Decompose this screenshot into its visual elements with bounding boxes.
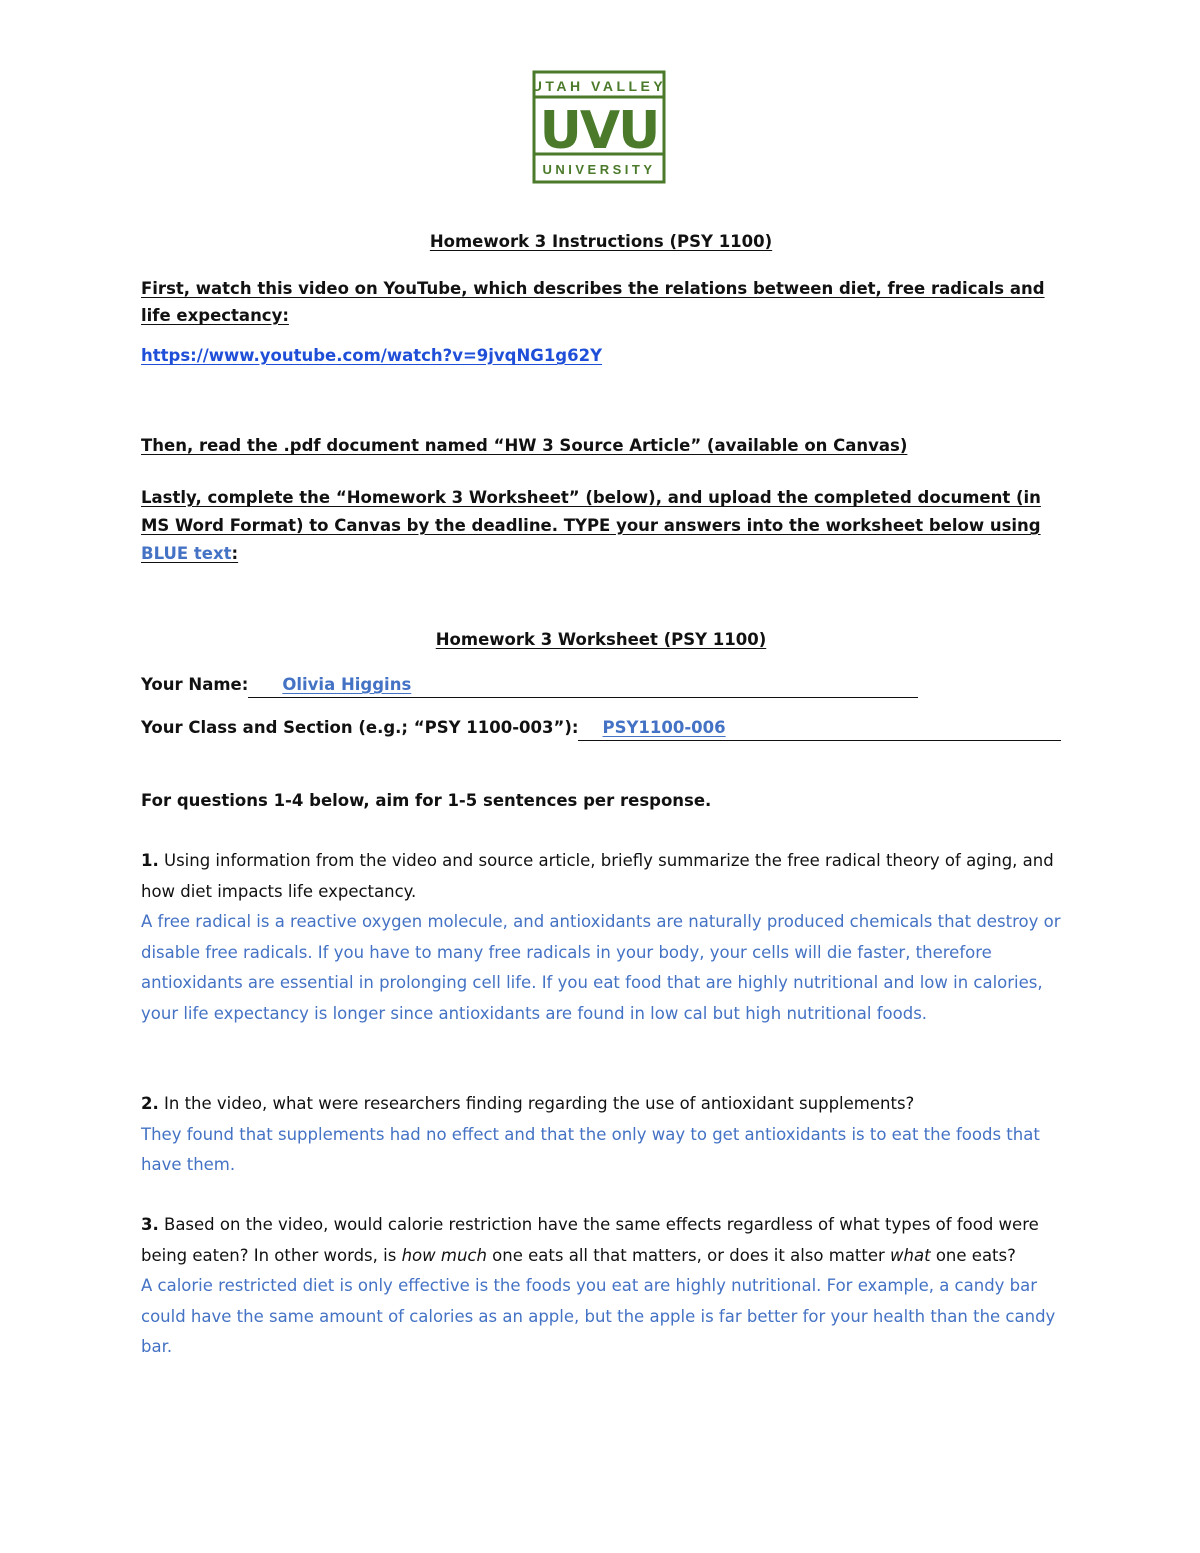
answer-3[interactable]: A calorie restricted diet is only effective is the foods you eat are highly nutritional. For example, a candy bar could have the same amount of calories as an apple, but the apple is far better for your health than the candy bar. [141, 1276, 1056, 1356]
instruction-step-3-text: Lastly, complete the “Homework 3 Worksheet” (below), and upload the completed document (in MS Word Format) to Canvas by the deadline. TYPE your answers into the worksheet below using [141, 488, 1041, 535]
instruction-step-3-end: : [231, 544, 239, 563]
instruction-step-2: Then, read the .pdf document named “HW 3 Source Article” (available on Canvas) [141, 436, 908, 455]
name-value: Olivia Higgins [282, 675, 412, 694]
question-3-text-before: Based on the video, would calorie restriction have the same effects regardless of what types of food were being eaten? In other words, is [141, 1215, 1039, 1265]
instruction-step-1: First, watch this video on YouTube, which describes the relations between diet, free radicals and life expectancy: [141, 279, 1045, 325]
uvu-logo [532, 70, 666, 184]
answer-1[interactable]: A free radical is a reactive oxygen molecule, and antioxidants are naturally produced chemicals that destroy or disable free radicals. If you have to many free radicals in your body, your cells will die faster, therefore antioxidants are essential in prolonging cell life. If you eat food that are highly nutritional and low in calories, your life expectancy is longer since antioxidants are found in low cal but high nutritional foods. [141, 912, 1061, 1023]
question-1-prompt [141, 846, 1061, 907]
section-value: PSY1100-006 [602, 718, 726, 737]
question-2-prompt [141, 1089, 1061, 1120]
logo-mark: UVU [539, 101, 659, 161]
answer-2[interactable]: They found that supplements had no effect and that the only way to get antioxidants is to eat the foods that have them. [141, 1124, 1040, 1174]
guidance-text: For questions 1-4 below, aim for 1-5 sentences per response. [141, 791, 712, 810]
question-3-emphasis-2: what [890, 1245, 931, 1265]
instructions-title: Homework 3 Instructions (PSY 1100) [429, 232, 773, 251]
question-3 [141, 1210, 1061, 1363]
section-field-row [141, 717, 1061, 741]
question-2-number: 2. [141, 1094, 159, 1113]
section-field[interactable] [578, 717, 1061, 741]
logo-bottom-text: UNIVERSITY [542, 162, 656, 177]
question-1-number: 1. [141, 851, 159, 870]
question-3-text-middle: one eats all that matters, or does it also matter [486, 1245, 891, 1265]
video-link[interactable]: https://www.youtube.com/watch?v=9jvqNG1g62Y [141, 346, 603, 365]
instruction-step-3 [141, 484, 1061, 568]
question-2-text: In the video, what were researchers finding regarding the use of antioxidant supplements? [158, 1094, 915, 1113]
question-3-emphasis-1: how much [401, 1245, 487, 1265]
question-3-text-after: one eats? [930, 1245, 1016, 1265]
question-3-number: 3. [141, 1215, 159, 1234]
question-3-prompt [141, 1210, 1061, 1271]
question-1 [141, 846, 1061, 1029]
question-2 [141, 1089, 1061, 1181]
blue-text-label: BLUE text [141, 544, 232, 563]
name-field[interactable] [248, 674, 918, 698]
video-link-container [141, 346, 1061, 365]
worksheet-title: Homework 3 Worksheet (PSY 1100) [435, 630, 767, 649]
name-field-row [141, 674, 1061, 698]
question-1-text: Using information from the video and source article, briefly summarize the free radical theory of aging, and how diet impacts life expectancy. [141, 851, 1054, 901]
name-label: Your Name: [141, 675, 249, 694]
section-label: Your Class and Section (e.g.; “PSY 1100-003”): [141, 718, 579, 737]
logo-top-text: UTAH VALLEY [532, 78, 666, 94]
